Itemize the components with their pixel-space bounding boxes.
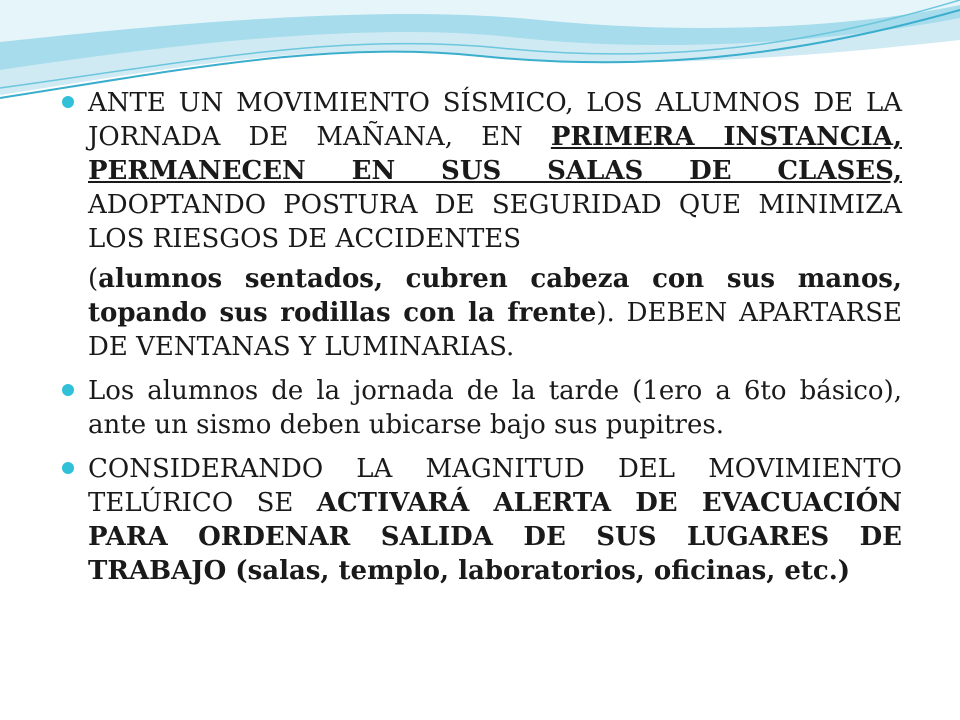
bullet-dot-icon — [62, 462, 74, 474]
p1-text-underlined: PRIMERA INSTANCIA, PERMANECEN EN SUS SALAS DE CLASES, — [88, 122, 903, 186]
slide-body — [62, 86, 902, 598]
p1-text-a: ANTE UN MOVIMIENTO SÍSMICO, LOS ALUMNOS DE LA JORNADA DE MAÑANA, EN — [88, 88, 902, 152]
paragraph-posture-detail — [62, 262, 902, 364]
paragraph-evacuation-alert — [62, 452, 902, 588]
p1-text-c: ADOPTANDO POSTURA DE SEGURIDAD QUE MINIMIZA LOS RIESGOS DE ACCIDENTES — [88, 190, 902, 254]
p3-text-a: CONSIDERANDO LA MAGNITUD DEL MOVIMIENTO TELÚRICO SE — [88, 454, 902, 518]
p1-cont-bold: alumnos sentados, cubren cabeza con sus manos, topando sus rodillas con la frente — [88, 264, 902, 328]
p1-cont-open: ( — [88, 264, 99, 294]
p1-cont-rest: ). DEBEN APARTARSE DE VENTANAS Y LUMINARIAS. — [88, 298, 902, 362]
paragraph-afternoon-shift — [62, 374, 902, 442]
bullet-dot-icon — [62, 96, 74, 108]
p2-text: Los alumnos de la jornada de la tarde (1ero a 6to básico), ante un sismo deben ubicarse bajo sus pupitres. — [88, 376, 902, 440]
p3-text-bold: ACTIVARÁ ALERTA DE EVACUACIÓN PARA ORDENAR SALIDA DE SUS LUGARES DE TRABAJO (salas, templo, laboratorios, oficinas, etc.) — [88, 488, 902, 586]
paragraph-earthquake-morning — [62, 86, 902, 256]
bullet-dot-icon — [62, 384, 74, 396]
